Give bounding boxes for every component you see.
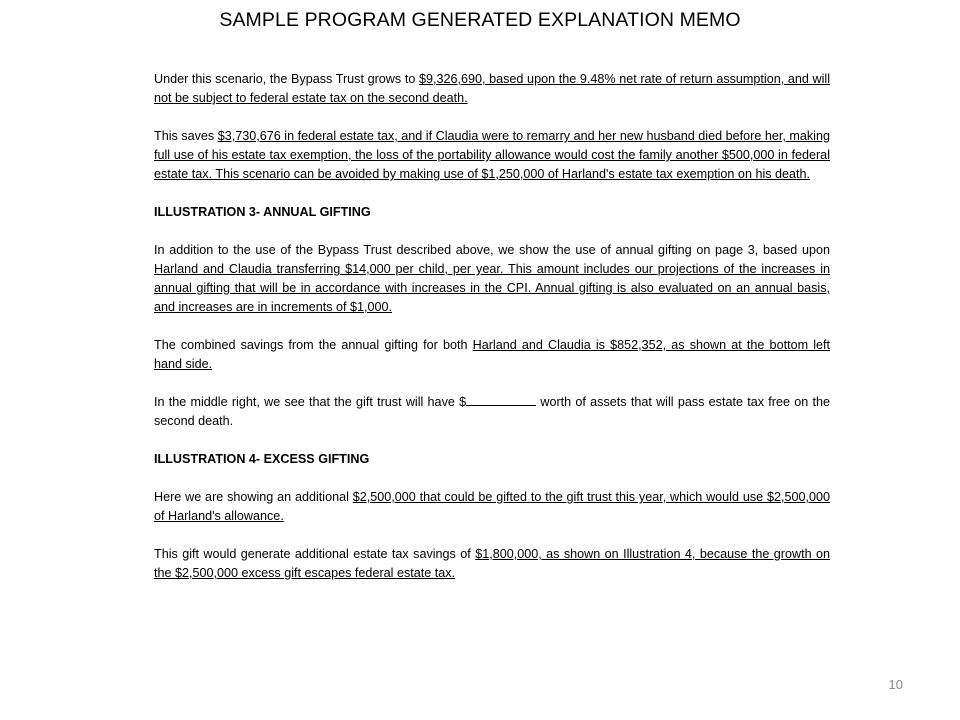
page-title: SAMPLE PROGRAM GENERATED EXPLANATION MEMO [219,9,741,31]
paragraph-text: This gift would generate additional estate tax savings of [154,547,476,561]
page-number: 10 [888,677,903,692]
paragraph-text: The combined savings from the annual gifting for both [154,338,473,352]
underlined-text: Harland and Claudia is $852,352, as shown at the bottom left hand side. [154,338,831,371]
memo-body [154,70,830,602]
paragraph-annual-gifting [154,241,830,317]
paragraph-gift-trust [154,393,830,431]
paragraph-additional-gift [154,488,830,526]
paragraph-text: In addition to the use of the Bypass Trust described above, we show the use of annual gifting on page 3, based upon [154,243,830,257]
underlined-text: $3,730,676 in federal estate tax, and if Claudia were to remarry and her new husband died before her, making full use of his estate tax exemption, the loss of the portability allowance would cost the family another $500,000 in federal estate tax. This scenario can be avoided by making use of $1,250,000 of Harland's estate tax exemption on his death. [154,129,830,181]
underlined-text: Harland and Claudia transferring $14,000 per child, per year. This amount includes our projections of the increases in annual gifting that will be in accordance with increases in the CPI. Annual gifting is also evaluated on an annual basis, and increases are in increments of $1,000. [154,262,830,314]
paragraph-bypass-trust [154,70,830,108]
underlined-text: $1,800,000, as shown on Illustration 4, because the growth on the $2,500,000 excess gift escapes federal estate tax. [154,547,830,580]
heading-excess-gifting: ILLUSTRATION 4- EXCESS GIFTING [154,452,370,466]
underlined-text: $2,500,000 that could be gifted to the gift trust this year, which would use $2,500,000 of Harland's allowance. [154,490,830,523]
underlined-text: $9,326,690, based upon the 9.48% net rate of return assumption, and will not be subject to federal estate tax on the second death. [154,72,830,105]
paragraph-tax-savings [154,545,830,583]
paragraph-savings [154,127,830,184]
heading-annual-gifting: ILLUSTRATION 3- ANNUAL GIFTING [154,205,371,219]
paragraph-text: This saves [154,129,218,143]
blank-amount-field [466,393,536,406]
paragraph-text: Under this scenario, the Bypass Trust grows to [154,72,419,86]
paragraph-text: Here we are showing an additional [154,490,353,504]
paragraph-text: In the middle right, we see that the gift trust will have $ [154,395,467,409]
paragraph-combined-savings [154,336,830,374]
paragraph-text: worth of assets that will pass estate tax free on the second death. [154,395,830,428]
